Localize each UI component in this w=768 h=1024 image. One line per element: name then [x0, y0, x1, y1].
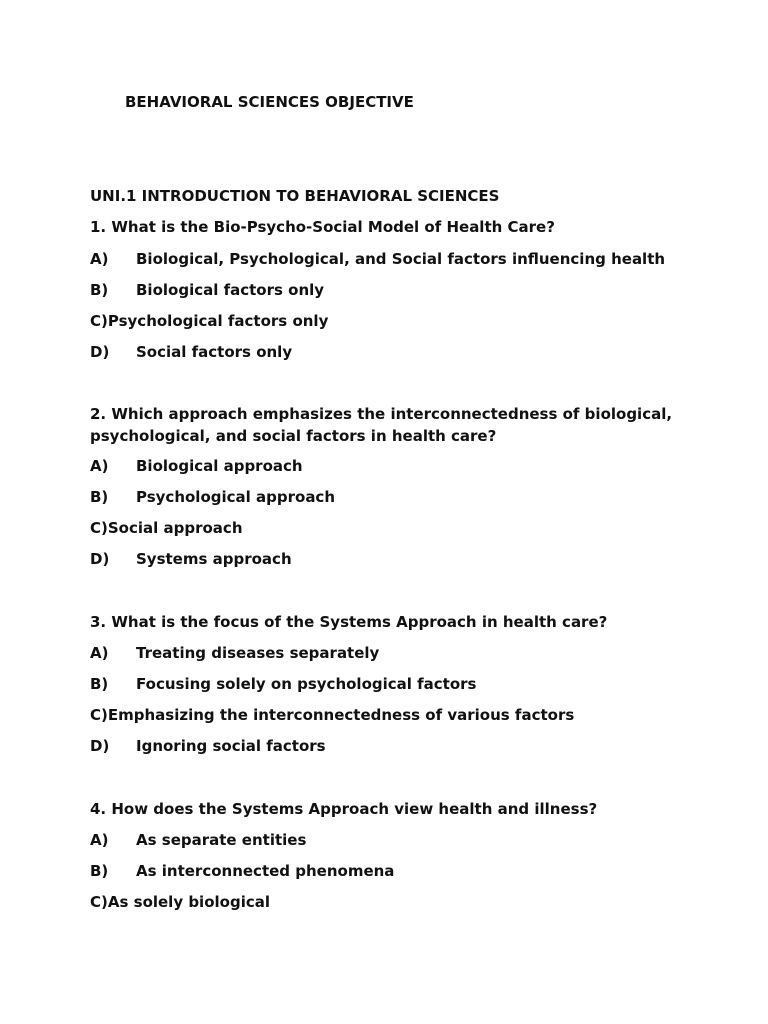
question-1-option-b	[90, 281, 324, 299]
question-3-option-b	[90, 675, 476, 693]
unit-heading: UNI.1 INTRODUCTION TO BEHAVIORAL SCIENCES	[90, 187, 500, 205]
option-letter: A)	[90, 457, 109, 475]
question-2-option-c	[90, 519, 243, 537]
option-letter: A)	[90, 831, 109, 849]
question-2-option-a	[90, 457, 303, 475]
option-letter: D)	[90, 343, 110, 361]
option-text: Psychological factors only	[107, 312, 329, 330]
option-letter: A)	[90, 644, 109, 662]
option-text: Focusing solely on psychological factors	[136, 675, 477, 693]
question-4-option-a	[90, 831, 306, 849]
question-3-option-c	[90, 706, 574, 724]
question-3-text: 3. What is the focus of the Systems Approach in health care?	[90, 613, 608, 631]
option-text: Systems approach	[136, 550, 292, 568]
option-text: Psychological approach	[136, 488, 336, 506]
question-1-option-d	[90, 343, 292, 361]
option-letter: C)	[90, 893, 108, 911]
option-letter: D)	[90, 550, 110, 568]
question-2-option-d	[90, 550, 292, 568]
option-letter: C)	[90, 706, 108, 724]
question-4-option-b	[90, 862, 394, 880]
option-text: As separate entities	[136, 831, 307, 849]
question-3-option-a	[90, 644, 379, 662]
option-letter: A)	[90, 250, 109, 268]
option-text: Biological factors only	[136, 281, 325, 299]
question-4-option-c	[90, 893, 270, 911]
option-text: Emphasizing the interconnectedness of various factors	[107, 706, 575, 724]
option-text: Social factors only	[136, 343, 293, 361]
question-1-option-c	[90, 312, 328, 330]
document-title: BEHAVIORAL SCIENCES OBJECTIVE	[125, 93, 414, 111]
question-2-text: 2. Which approach emphasizes the interconnectedness of biological, psychological, and social factors in health care?	[90, 405, 673, 445]
option-letter: C)	[90, 312, 108, 330]
option-letter: B)	[90, 675, 109, 693]
option-text: As interconnected phenomena	[136, 862, 395, 880]
question-1-text: 1. What is the Bio-Psycho-Social Model of Health Care?	[90, 218, 555, 236]
question-4-text: 4. How does the Systems Approach view health and illness?	[90, 800, 598, 818]
option-text: As solely biological	[107, 893, 270, 911]
option-letter: B)	[90, 862, 109, 880]
question-1-option-a	[90, 250, 665, 268]
option-text: Biological approach	[136, 457, 303, 475]
option-letter: B)	[90, 488, 109, 506]
option-text: Social approach	[107, 519, 243, 537]
question-2-option-b	[90, 488, 335, 506]
option-text: Treating diseases separately	[136, 644, 380, 662]
option-letter: D)	[90, 737, 110, 755]
option-text: Biological, Psychological, and Social factors influencing health	[136, 250, 666, 268]
option-letter: B)	[90, 281, 109, 299]
question-3-option-d	[90, 737, 326, 755]
option-text: Ignoring social factors	[136, 737, 326, 755]
option-letter: C)	[90, 519, 108, 537]
